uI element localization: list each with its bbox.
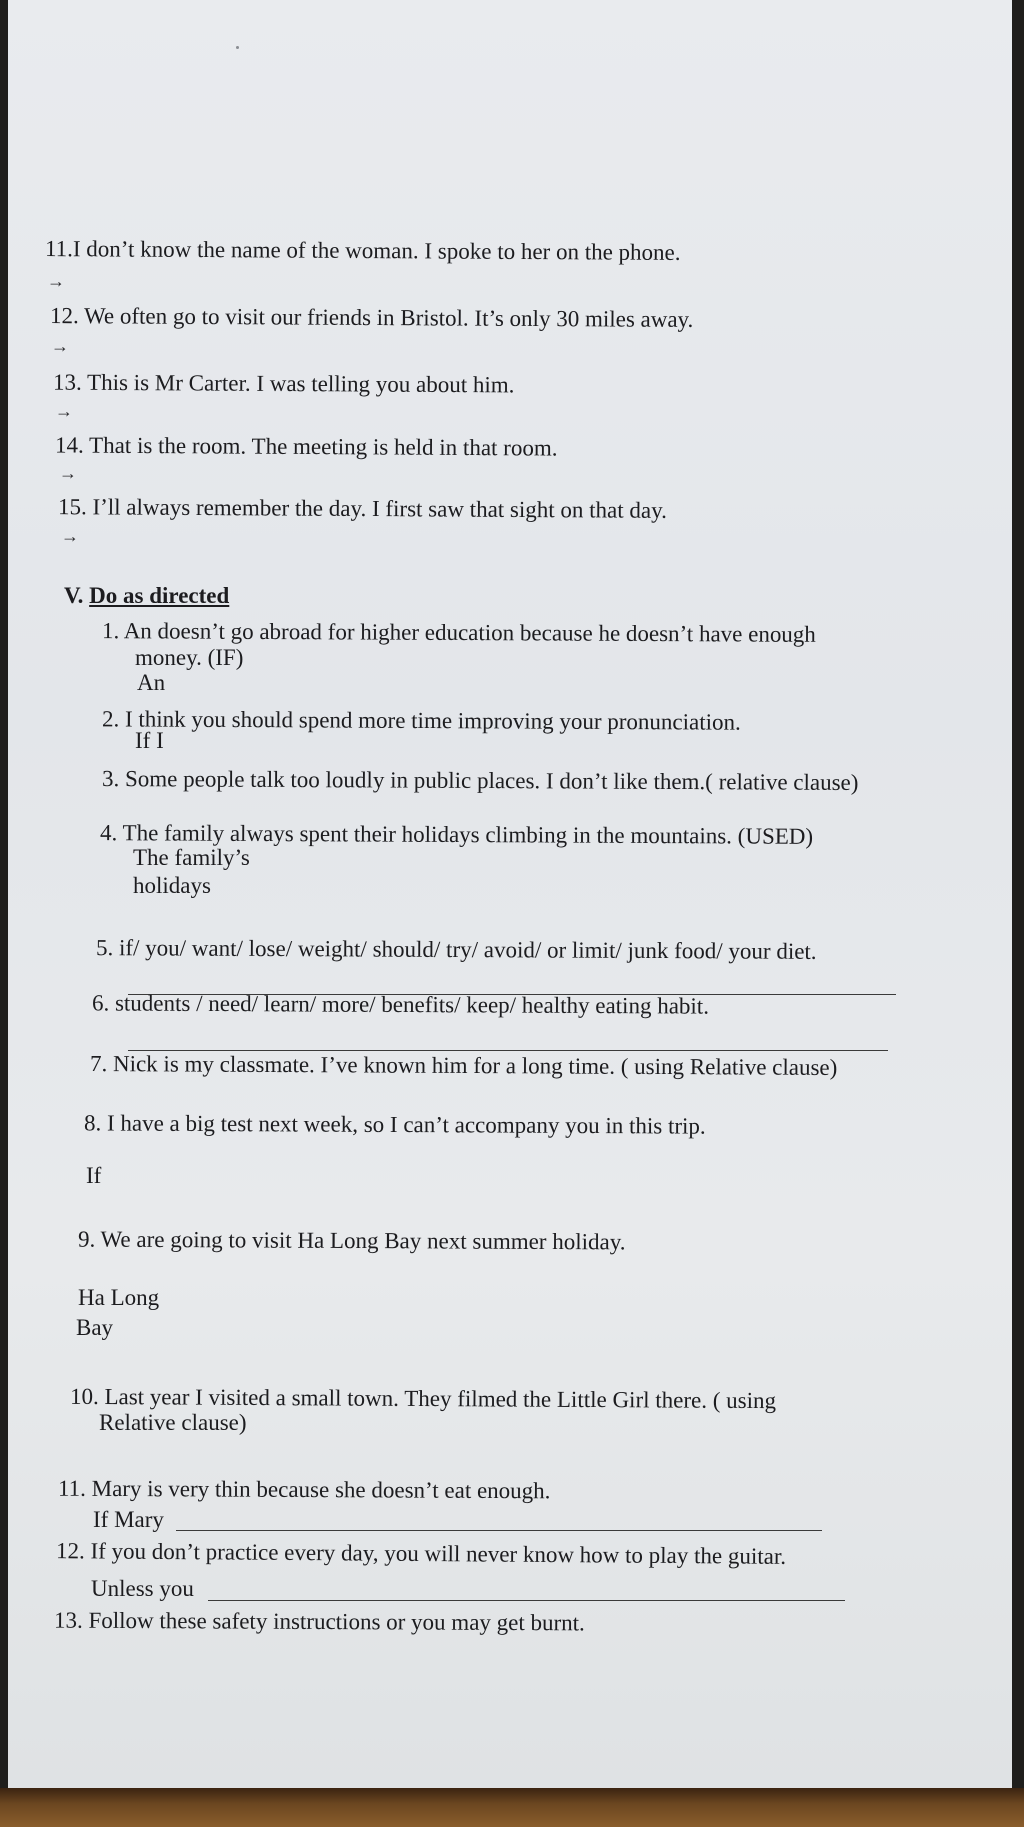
exercise-item-11: 11.I don’t know the name of the woman. I spoke to her on the phone.: [44, 236, 681, 265]
question-3-line-1: 3. Some people talk too loudly in public places. I don’t like them.( relative clause): [101, 766, 859, 795]
paper-speck: [236, 46, 239, 49]
exercise-item-13: 13. This is Mr Carter. I was telling you about him.: [52, 369, 515, 398]
answer-arrow-13: →: [55, 401, 73, 421]
answer-arrow-14: →: [59, 463, 77, 483]
section-title: Do as directed: [89, 583, 230, 608]
answer-arrow-12: →: [51, 336, 69, 356]
section-numeral: V.: [64, 583, 84, 608]
question-4-stem-1: The family’s: [133, 845, 250, 870]
question-4-line-1: 4. The family always spent their holidays climbing in the mountains. (USED): [99, 820, 814, 849]
section-heading: [64, 583, 229, 609]
question-9-stem-1: Ha Long: [78, 1285, 160, 1310]
answer-line-12: [208, 1600, 845, 1601]
question-5-line-1: 5. if/ you/ want/ lose/ weight/ should/ try/ avoid/ or limit/ junk food/ your diet.: [95, 935, 817, 964]
question-2-stem: If I: [135, 728, 164, 753]
question-10-line-1: 10. Last year I visited a small town. They filmed the Little Girl there. ( using: [69, 1383, 777, 1414]
answer-line-11: [176, 1530, 822, 1531]
question-12-line-1: 12. If you don’t practice every day, you will never know how to play the guitar.: [55, 1538, 787, 1569]
exercise-item-15: 15. I’ll always remember the day. I first saw that sight on that day.: [57, 494, 667, 523]
question-6-line-1: 6. students / need/ learn/ more/ benefits/ keep/ healthy eating habit.: [91, 990, 710, 1019]
question-1-line-2: money. (IF): [135, 645, 244, 670]
question-8-stem: If: [86, 1163, 102, 1188]
question-11-line-1: 11. Mary is very thin because she doesn’t eat enough.: [57, 1475, 551, 1504]
question-7-line-1: 7. Nick is my classmate. I’ve known him for a long time. ( using Relative clause): [89, 1051, 838, 1080]
answer-arrow-11: →: [47, 271, 65, 291]
question-9-line-1: 9. We are going to visit Ha Long Bay next summer holiday.: [77, 1226, 626, 1255]
question-1-stem: An: [137, 670, 166, 695]
desk-edge: [0, 1788, 1024, 1827]
question-1-line-1: 1. An doesn’t go abroad for higher education because he doesn’t have enough: [101, 618, 816, 647]
question-9-stem-2: Bay: [76, 1315, 114, 1340]
question-12-stem: Unless you: [91, 1576, 194, 1601]
question-8-line-1: 8. I have a big test next week, so I can’t accompany you in this trip.: [83, 1110, 706, 1139]
exercise-item-14: 14. That is the room. The meeting is held in that room.: [54, 432, 558, 461]
question-13-line-1: 13. Follow these safety instructions or you may get burnt.: [53, 1607, 585, 1636]
question-4-stem-2: holidays: [133, 873, 211, 898]
question-10-line-2: Relative clause): [99, 1410, 247, 1435]
answer-arrow-15: →: [61, 526, 79, 546]
question-11-stem: If Mary: [93, 1507, 164, 1532]
question-2-line-1: 2. I think you should spend more time improving your pronunciation.: [101, 706, 741, 735]
exercise-item-12: 12. We often go to visit our friends in Bristol. It’s only 30 miles away.: [49, 303, 694, 332]
